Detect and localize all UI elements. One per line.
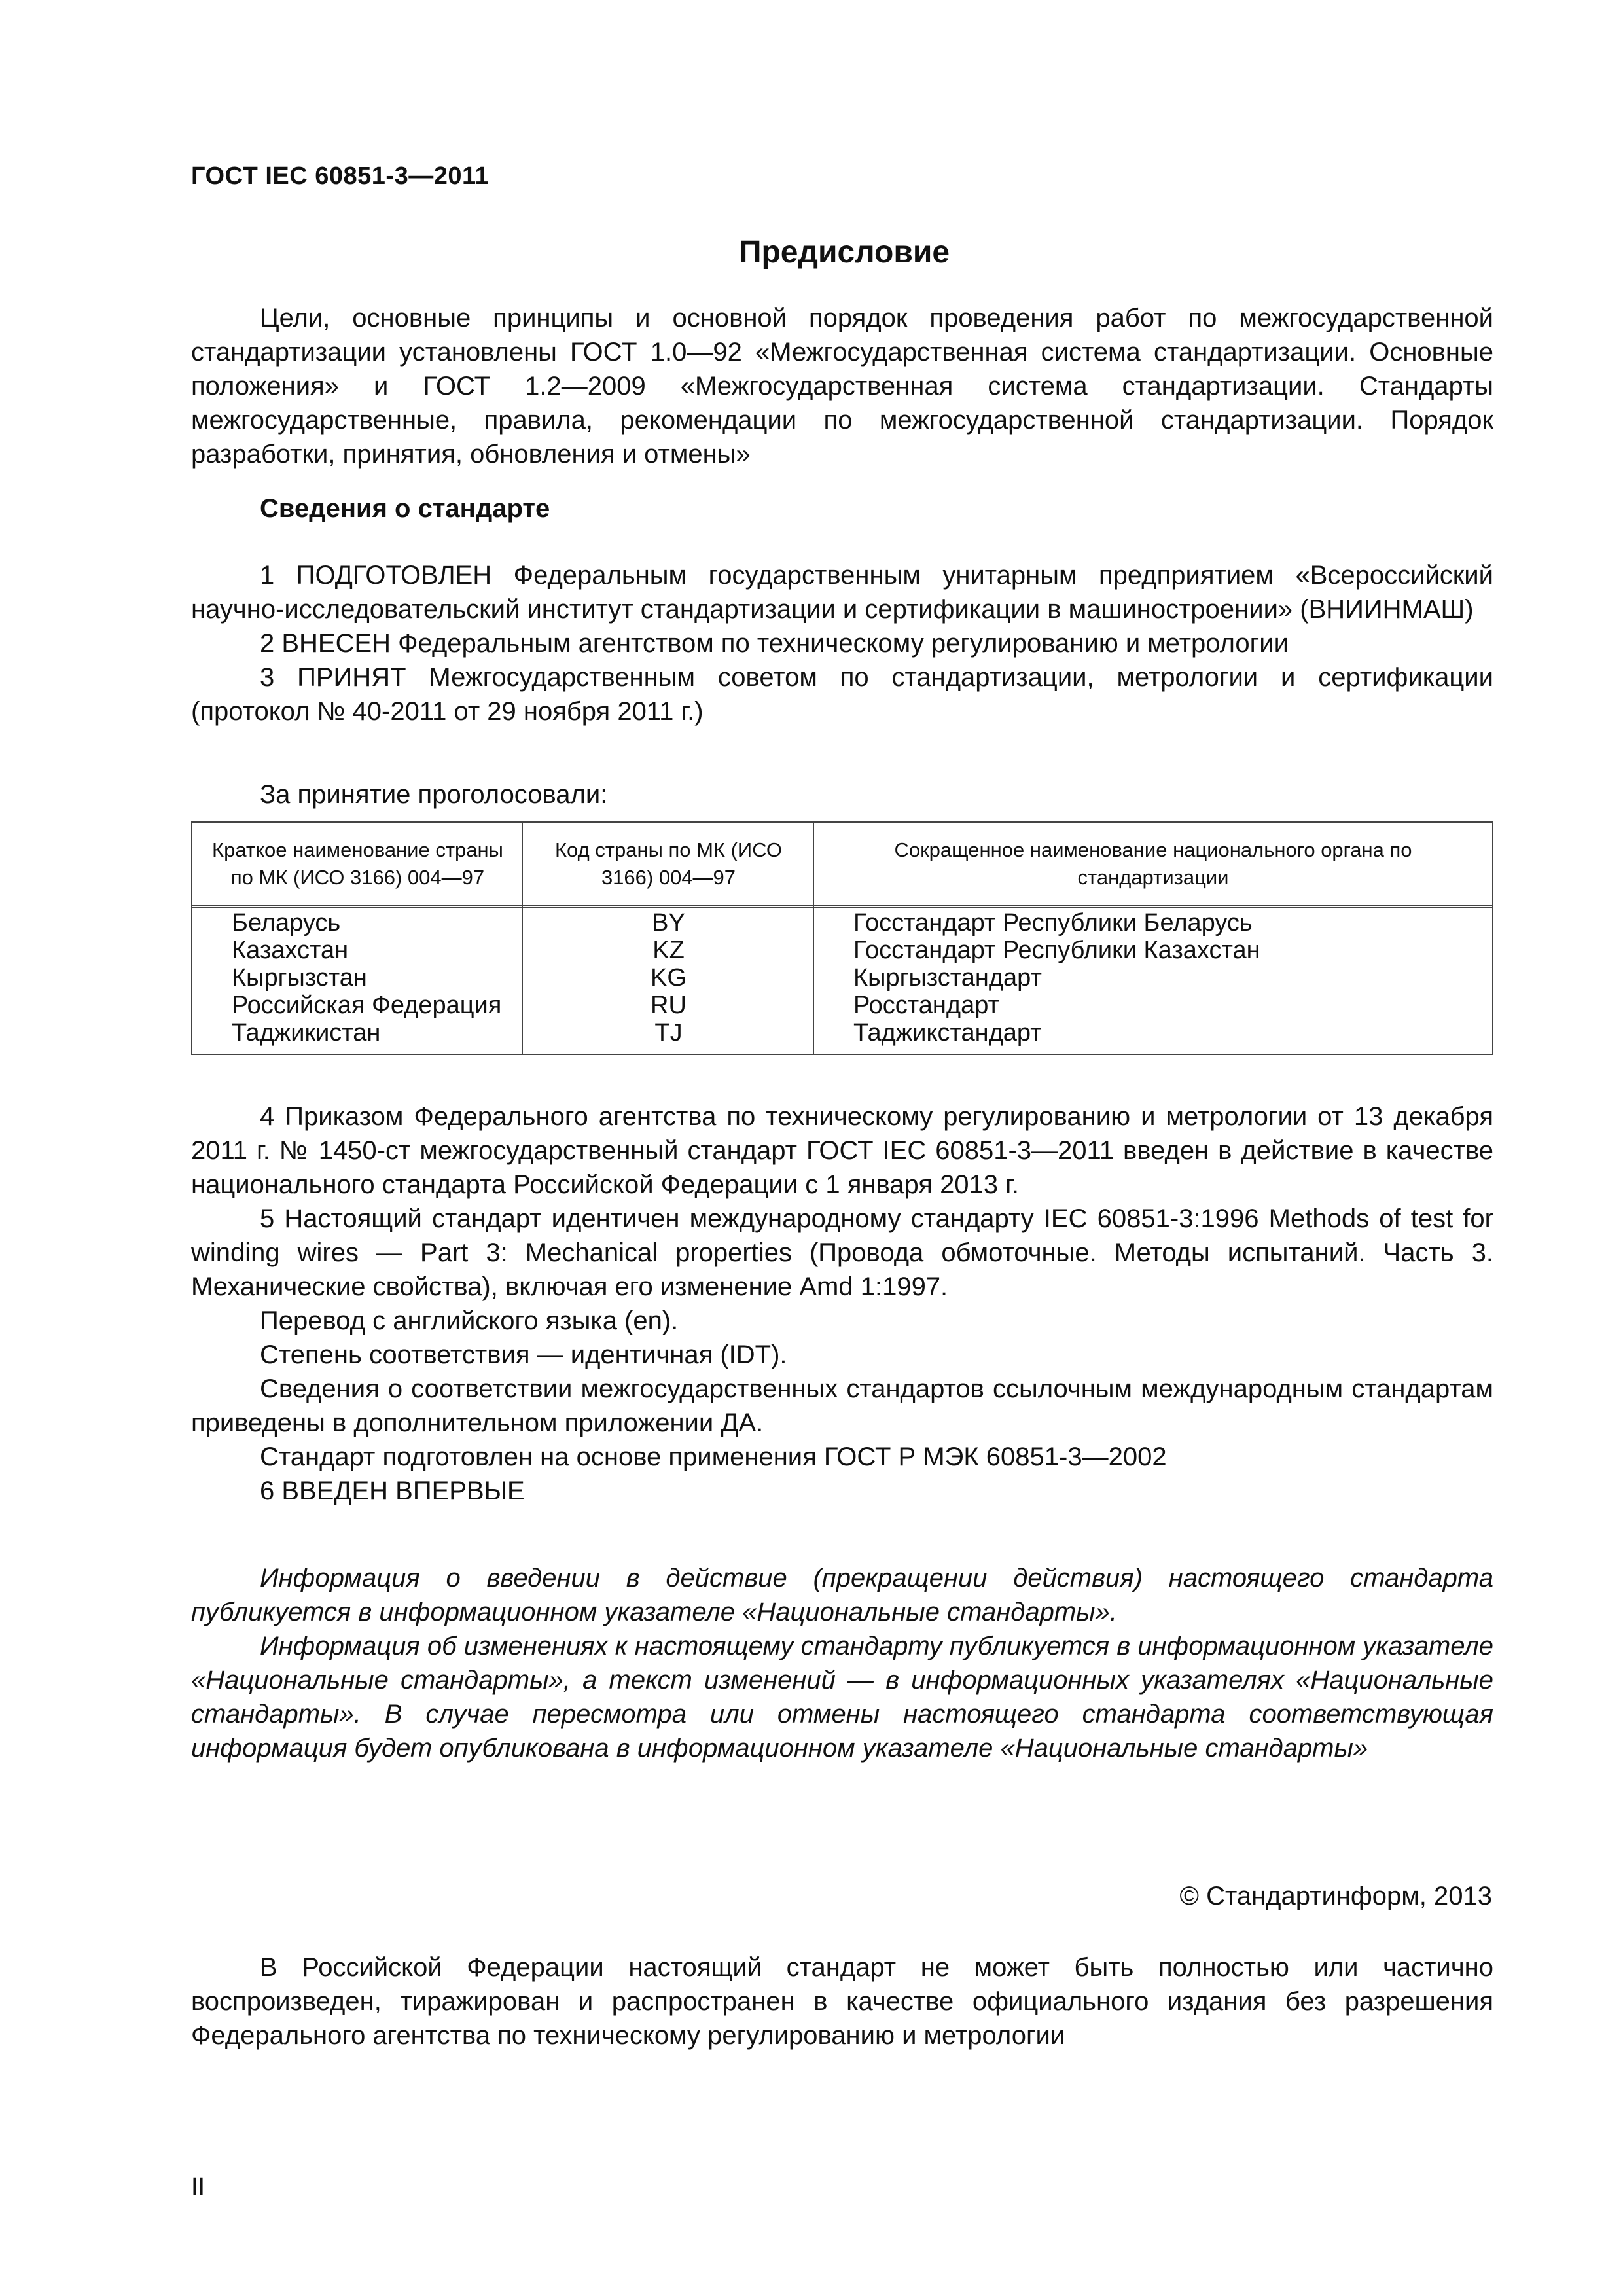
notice-paragraph-1: Информация о введении в действие (прекращении действия) настоящего стандарта публикуется в информационном указателе «Национальные стандарты».	[191, 1564, 1493, 1626]
table-row	[192, 964, 1492, 992]
table-row	[192, 937, 1492, 964]
code-cell: BY	[652, 909, 685, 937]
vote-table	[191, 821, 1493, 1055]
notice-section	[191, 1561, 1493, 1765]
body-cell: Таджикстандарт	[853, 1019, 1042, 1047]
country-cell: Таджикистан	[232, 1019, 381, 1047]
body-cell: Кыргызстандарт	[853, 964, 1042, 992]
country-cell: Кыргызстан	[232, 964, 367, 992]
table-body	[192, 909, 1492, 1047]
body-cell: Росстандарт	[853, 992, 999, 1019]
code-cell: RU	[651, 992, 687, 1019]
code-cell: TJ	[654, 1019, 683, 1047]
table-header	[192, 823, 1492, 908]
code-cell: KG	[651, 964, 687, 992]
info-item-5: 5 Настоящий стандарт идентичен международному стандарту IEC 60851-3:1996 Methods of test for winding wires — Part 3: Mechanical properties (Провода обмоточные. Методы испытаний. Часть 3. Механические свойства), включая его изменение Amd 1:1997.	[191, 1204, 1493, 1301]
info-item-3: 3 ПРИНЯТ Межгосударственным советом по стандартизации, метрологии и сертификации (протокол № 40-2011 от 29 ноября 2011 г.)	[191, 663, 1493, 726]
country-cell: Казахстан	[232, 937, 349, 964]
translation-note: Перевод с английского языка (en).	[260, 1306, 679, 1335]
info-item-4: 4 Приказом Федерального агентства по техническому регулированию и метрологии от 13 декабря 2011 г. № 1450-ст межгосударственный стандарт ГОСТ IEC 60851-3—2011 введен в действие в качестве национального стандарта Российской Федерации с 1 января 2013 г.	[191, 1102, 1493, 1199]
intro-paragraph: Цели, основные принципы и основной порядок проведения работ по межгосударственной стандартизации установлены ГОСТ 1.0—92 «Межгосударственная система стандартизации. Основные положения» и ГОСТ 1.2—2009 «Межгосударственная система стандартизации. Стандарты межгосударственные, правила, рекомендации по межгосударственной стандартизации. Порядок разработки, принятия, обновления и отмены»	[191, 304, 1493, 469]
basis-note: Стандарт подготовлен на основе применения ГОСТ Р МЭК 60851-3—2002	[260, 1443, 1167, 1471]
intro-section	[191, 301, 1493, 471]
page-title: Предисловие	[738, 235, 950, 270]
page-number: II	[191, 2173, 205, 2200]
vote-intro: За принятие проголосовали:	[260, 780, 608, 809]
document-code: ГОСТ IEC 60851-3—2011	[191, 162, 490, 190]
references-note: Сведения о соответствии межгосударственных стандартов ссылочным международным стандартам приведены в дополнительном приложении ДА.	[191, 1374, 1493, 1437]
info-item-2: 2 ВНЕСЕН Федеральным агентством по техническому регулированию и метрологии	[260, 629, 1289, 658]
column-header-code: Код страны по МК (ИСО 3166) 004—97	[554, 838, 783, 889]
copyright: © Стандартинформ, 2013	[1179, 1882, 1492, 1910]
info-items	[191, 558, 1493, 728]
table-row	[192, 1019, 1492, 1047]
vote-intro-block	[191, 778, 1493, 812]
info-item-1: 1 ПОДГОТОВЛЕН Федеральным государственным унитарным предприятием «Всероссийский научно-исследовательский институт стандартизации и сертификации в машиностроении» (ВНИИНМАШ)	[191, 561, 1493, 624]
rights-paragraph: В Российской Федерации настоящий стандарт не может быть полностью или частично воспроизведен, тиражирован и распространен в качестве официального издания без разрешения Федерального агентства по техническому регулированию и метрологии	[191, 1953, 1493, 2050]
body-cell: Госстандарт Республики Беларусь	[853, 909, 1253, 937]
conformity-degree: Степень соответствия — идентичная (IDT).	[260, 1340, 787, 1369]
after-items	[191, 1100, 1493, 1508]
table-row	[192, 992, 1492, 1019]
body-cell: Госстандарт Республики Казахстан	[853, 937, 1260, 964]
info-item-6: 6 ВВЕДЕН ВПЕРВЫЕ	[260, 1477, 525, 1505]
rights-section	[191, 1950, 1493, 2053]
column-header-body: Сокращенное наименование национального органа по стандартизации	[894, 838, 1412, 889]
column-header-country: Краткое наименование страны по МК (ИСО 3166) 004—97	[212, 838, 503, 889]
info-heading: Сведения о стандарте	[260, 494, 550, 523]
table-row	[192, 909, 1492, 937]
notice-paragraph-2: Информация об изменениях к настоящему стандарту публикуется в информационном указателе «Национальные стандарты», а текст изменений — в информационных указателях «Национальные стандарты». В случае пересмотра или отмены настоящего стандарта соответствующая информация будет опубликована в информационном указателе «Национальные стандарты»	[191, 1632, 1493, 1763]
code-cell: KZ	[652, 937, 685, 964]
country-cell: Российская Федерация	[232, 992, 502, 1019]
country-cell: Беларусь	[232, 909, 341, 937]
